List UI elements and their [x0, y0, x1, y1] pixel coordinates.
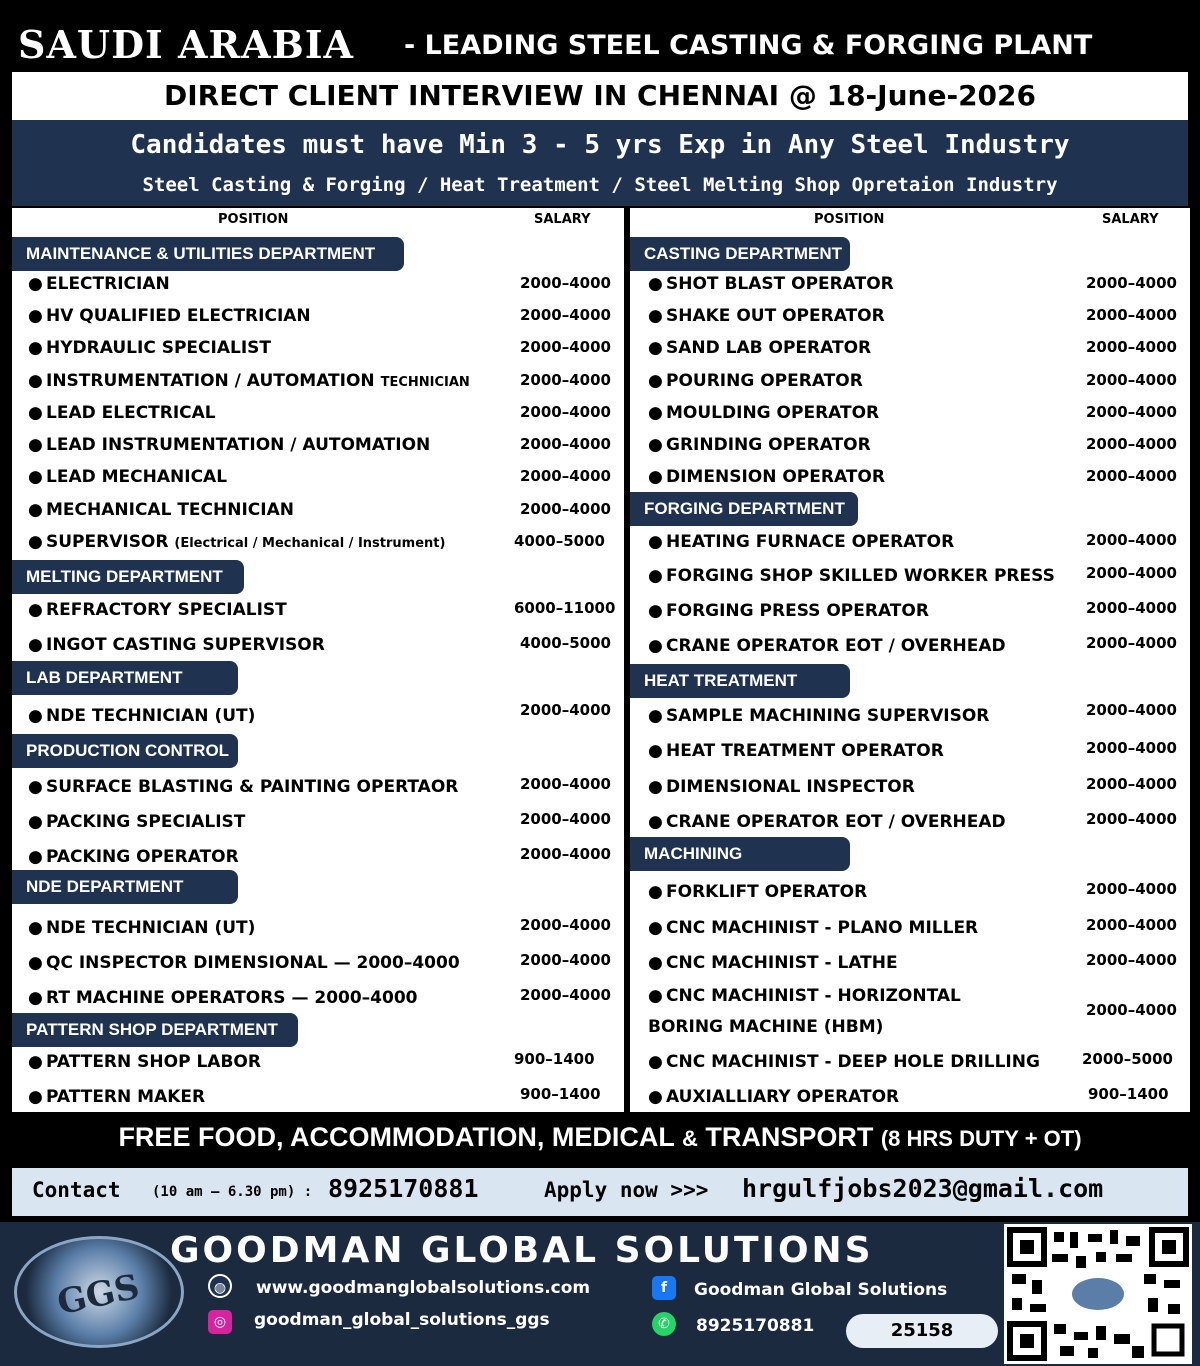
job-item: ● PATTERN SHOP LABOR	[28, 1052, 261, 1072]
plant-title: - LEADING STEEL CASTING & FORGING PLANT	[404, 30, 1093, 61]
dept-pattern-shop: PATTERN SHOP DEPARTMENT	[12, 1013, 298, 1047]
header-bar	[0, 0, 1200, 72]
job-item: ● ELECTRICIAN	[28, 274, 170, 294]
job-item: ● CNC MACHINIST - LATHE	[648, 953, 898, 973]
salary-value: 2000–4000	[1086, 599, 1177, 617]
salary-value: 2000–4000	[1086, 775, 1177, 793]
contact-phone[interactable]: 8925170881	[328, 1174, 479, 1203]
salary-value: 4000–5000	[520, 634, 611, 652]
dept-production-control: PRODUCTION CONTROL	[12, 734, 238, 768]
job-item: ● RT MACHINE OPERATORS — 2000–4000	[28, 988, 418, 1008]
position-header-right: POSITION	[814, 212, 885, 227]
job-item: ● DIMENSION OPERATOR	[648, 467, 885, 487]
company-footer	[0, 1222, 1200, 1366]
salary-header-left: SALARY	[534, 212, 591, 227]
website-link[interactable]: www.goodmanglobalsolutions.com	[256, 1278, 591, 1298]
salary-value: 2000–4000	[520, 338, 611, 356]
salary-value: 2000–4000	[1086, 916, 1177, 934]
salary-value: 2000–4000	[1086, 371, 1177, 389]
salary-value: 900–1400	[1088, 1085, 1169, 1103]
dept-casting: CASTING DEPARTMENT	[630, 237, 850, 271]
salary-value: 900–1400	[520, 1085, 601, 1103]
salary-value: 2000–4000	[520, 435, 611, 453]
job-item: ● HEATING FURNACE OPERATOR	[648, 532, 955, 552]
salary-value: 2000–4000	[520, 986, 611, 1004]
left-column-header	[12, 208, 624, 232]
position-header-left: POSITION	[218, 212, 289, 227]
contact-hours: (10 am – 6.30 pm) :	[152, 1184, 313, 1200]
salary-value: 2000–4000	[520, 916, 611, 934]
salary-value: 2000–4000	[520, 500, 611, 518]
job-item: ● FORKLIFT OPERATOR	[648, 882, 868, 902]
job-item: ● LEAD INSTRUMENTATION / AUTOMATION	[28, 435, 431, 455]
job-item: ● LEAD MECHANICAL	[28, 467, 228, 487]
requirements-banner	[12, 120, 1188, 206]
salary-value: 4000–5000	[514, 532, 605, 550]
salary-value: 2000–4000	[1086, 435, 1177, 453]
country-title: SAUDI ARABIA	[18, 22, 354, 67]
salary-value: 2000–4000	[520, 306, 611, 324]
job-item: ● SHAKE OUT OPERATOR	[648, 306, 885, 326]
job-item: ● HV QUALIFIED ELECTRICIAN	[28, 306, 311, 326]
job-item: ● DIMENSIONAL INSPECTOR	[648, 777, 915, 797]
job-item: ● INGOT CASTING SUPERVISOR	[28, 635, 325, 655]
right-positions-panel	[630, 232, 1190, 1112]
dept-maintenance: MAINTENANCE & UTILITIES DEPARTMENT	[12, 237, 404, 271]
job-item: ● INSTRUMENTATION / AUTOMATION TECHNICIAN	[28, 371, 470, 391]
job-item: ● MECHANICAL TECHNICIAN	[28, 500, 294, 520]
dept-machining: MACHINING	[630, 837, 850, 871]
contact-email[interactable]: hrgulfjobs2023@gmail.com	[742, 1174, 1104, 1203]
job-item: ● POURING OPERATOR	[648, 371, 863, 391]
job-item: ● NDE TECHNICIAN (UT)	[28, 706, 256, 726]
salary-value: 2000–4000	[1086, 880, 1177, 898]
whatsapp-icon: ✆	[652, 1312, 676, 1336]
company-name: GOODMAN GLOBAL SOLUTIONS	[170, 1230, 874, 1271]
salary-value: 2000–4000	[1086, 634, 1177, 652]
job-item: ● LEAD ELECTRICAL	[28, 403, 216, 423]
left-positions-panel	[12, 232, 624, 1112]
dept-nde: NDE DEPARTMENT	[12, 870, 238, 904]
salary-value: 2000–4000	[1086, 564, 1177, 582]
job-item: ● HEAT TREATMENT OPERATOR	[648, 741, 944, 761]
dept-lab: LAB DEPARTMENT	[12, 661, 238, 695]
salary-value: 2000–4000	[1086, 531, 1177, 549]
facebook-icon: f	[652, 1276, 676, 1300]
instagram-handle[interactable]: goodman_global_solutions_ggs	[254, 1310, 550, 1330]
contact-label: Contact	[32, 1178, 121, 1202]
salary-value: 2000–4000	[520, 701, 611, 719]
apply-label: Apply now >>>	[544, 1178, 709, 1202]
job-item: ● NDE TECHNICIAN (UT)	[28, 918, 256, 938]
industry-list: Steel Casting & Forging / Heat Treatment / Steel Melting Shop Opretaion Industry	[142, 174, 1058, 196]
dept-heat-treatment: HEAT TREATMENT	[630, 664, 850, 698]
job-item: ● CNC MACHINIST - DEEP HOLE DRILLING	[648, 1052, 1040, 1072]
dept-melting: MELTING DEPARTMENT	[12, 560, 244, 594]
salary-value: 2000–4000	[1086, 810, 1177, 828]
job-item-continued: BORING MACHINE (HBM)	[648, 1017, 884, 1037]
globe-icon: ◍	[208, 1274, 232, 1298]
salary-value: 2000–4000	[520, 845, 611, 863]
salary-value: 2000–4000	[520, 274, 611, 292]
whatsapp-number[interactable]: 8925170881	[696, 1316, 815, 1336]
job-item: ● FORGING PRESS OPERATOR	[648, 601, 929, 621]
salary-value: 2000–5000	[1082, 1050, 1173, 1068]
salary-value: 2000–4000	[1086, 403, 1177, 421]
job-item: ● CRANE OPERATOR EOT / OVERHEAD	[648, 636, 1006, 656]
right-column-header	[630, 208, 1190, 232]
instagram-icon: ◎	[208, 1310, 232, 1334]
experience-requirement: Candidates must have Min 3 - 5 yrs Exp in Any Steel Industry	[130, 130, 1070, 160]
interview-banner: DIRECT CLIENT INTERVIEW IN CHENNAI @ 18-June-2026	[12, 72, 1188, 120]
ggs-logo: GGS	[14, 1236, 184, 1348]
qr-code-icon[interactable]	[1004, 1224, 1192, 1364]
salary-header-right: SALARY	[1102, 212, 1159, 227]
salary-value: 2000–4000	[1086, 1001, 1177, 1019]
salary-value: 2000–4000	[520, 951, 611, 969]
job-item: ● PACKING OPERATOR	[28, 847, 239, 867]
salary-value: 2000–4000	[520, 371, 611, 389]
job-item: ● REFRACTORY SPECIALIST	[28, 600, 287, 620]
salary-value: 2000–4000	[520, 467, 611, 485]
job-item: ● MOULDING OPERATOR	[648, 403, 880, 423]
salary-value: 2000–4000	[520, 810, 611, 828]
job-item: ● CRANE OPERATOR EOT / OVERHEAD	[648, 812, 1006, 832]
reference-badge: 25158	[846, 1314, 998, 1348]
job-item: ● SURFACE BLASTING & PAINTING OPERTAOR	[28, 777, 459, 797]
salary-value: 2000–4000	[1086, 739, 1177, 757]
job-item: ● PACKING SPECIALIST	[28, 812, 246, 832]
salary-value: 2000–4000	[1086, 701, 1177, 719]
job-item: ● SAMPLE MACHINING SUPERVISOR	[648, 706, 990, 726]
facebook-page[interactable]: Goodman Global Solutions	[694, 1280, 948, 1300]
dept-forging: FORGING DEPARTMENT	[630, 492, 858, 526]
job-item: ● SUPERVISOR (Electrical / Mechanical / Instrument)	[28, 532, 446, 552]
salary-value: 2000–4000	[520, 403, 611, 421]
job-item: ● GRINDING OPERATOR	[648, 435, 871, 455]
salary-value: 2000–4000	[520, 775, 611, 793]
salary-value: 2000–4000	[1086, 306, 1177, 324]
job-item: ● QC INSPECTOR DIMENSIONAL — 2000–4000	[28, 953, 460, 973]
job-item: ● FORGING SHOP SKILLED WORKER PRESS	[648, 566, 1055, 586]
job-item: ● AUXIALLIARY OPERATOR	[648, 1087, 900, 1107]
salary-value: 6000–11000	[514, 599, 616, 617]
job-item: ● SHOT BLAST OPERATOR	[648, 274, 894, 294]
salary-value: 2000–4000	[1086, 467, 1177, 485]
salary-value: 2000–4000	[1086, 338, 1177, 356]
job-item: ● HYDRAULIC SPECIALIST	[28, 338, 272, 358]
salary-value: 2000–4000	[1086, 951, 1177, 969]
contact-bar	[12, 1168, 1188, 1216]
job-item: ● CNC MACHINIST - HORIZONTAL	[648, 986, 961, 1006]
job-item: ● CNC MACHINIST - PLANO MILLER	[648, 918, 979, 938]
salary-value: 2000–4000	[1086, 274, 1177, 292]
job-item: ● PATTERN MAKER	[28, 1087, 206, 1107]
benefits-banner: FREE FOOD, ACCOMMODATION, MEDICAL & TRANSPORT (8 HRS DUTY + OT)	[0, 1112, 1200, 1162]
salary-value: 900–1400	[514, 1050, 595, 1068]
job-item: ● SAND LAB OPERATOR	[648, 338, 872, 358]
